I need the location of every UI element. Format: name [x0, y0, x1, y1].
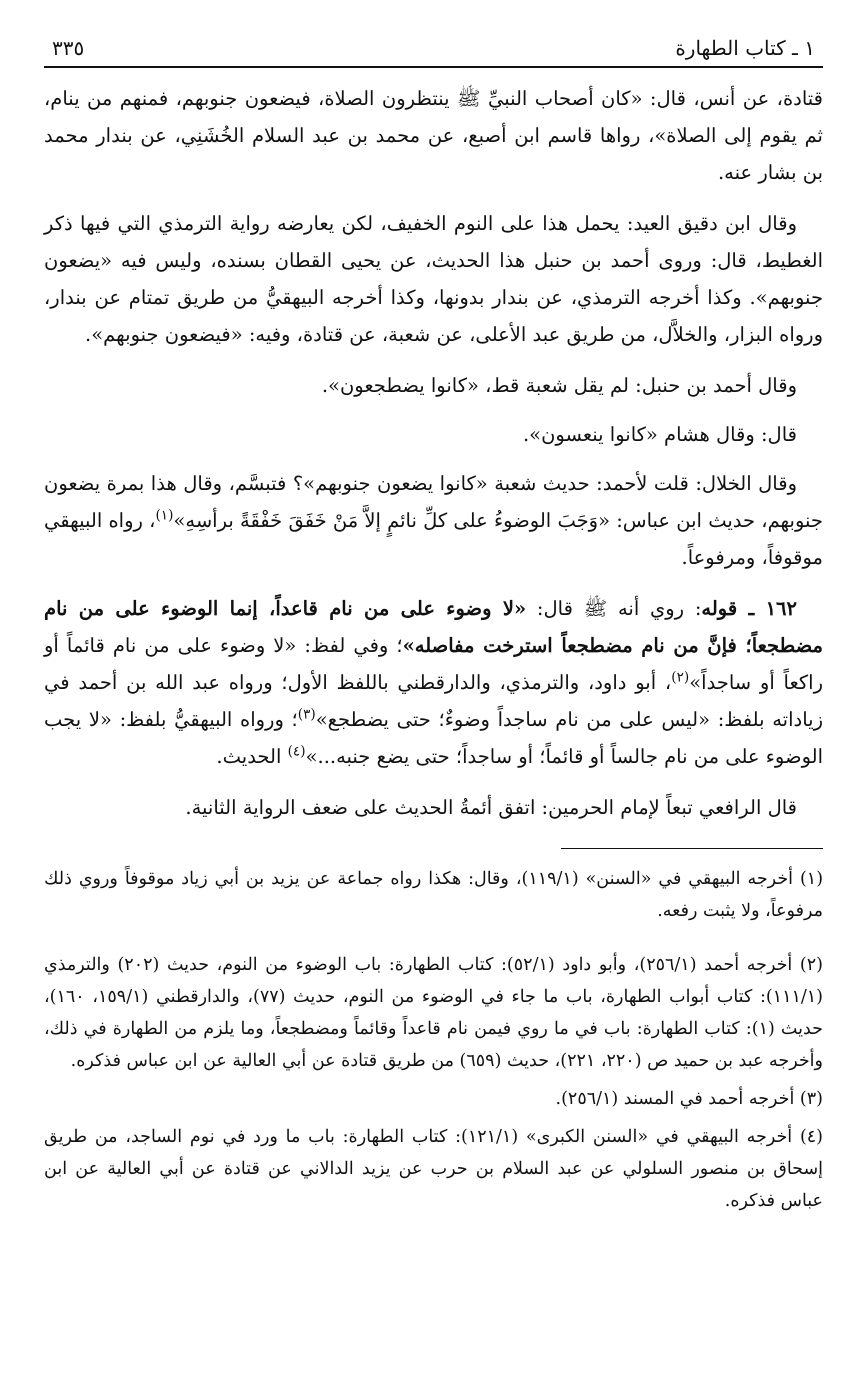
footnote-marker-3: (٣) [297, 706, 316, 723]
footnote-4: (٤) أخرجه البيهقي في «السنن الكبرى» (١٢١/١): كتاب الطهارة: باب ما ورد في نوم الساجد، من طريق إسحاق بن منصور السلولي عن عبد السلام بن حرب عن يزيد الدالاني عن قتادة عن أبي العالية عن ابن عباس فذكره. [44, 1127, 823, 1211]
paragraph-5-tail: ، رواه البيهقي موقوفاً، ومرفوعاً. [44, 509, 823, 569]
paragraph-6-text-b: ؛ وفي لفظ: «لا وضوء على من نام قائماً أو راكعاً أو ساجداً» [44, 634, 823, 694]
paragraph-6-text-d: ؛ ورواه البيهقيُّ بلفظ: «لا يجب الوضوء على من نام جالساً أو قائماً؛ أو ساجداً؛ حتى يضع جنبه...» [44, 708, 823, 768]
paragraph-1: قتادة، عن أنس، قال: «كان أصحاب النبيِّ ﷺ ينتظرون الصلاة، فيضعون جنوبهم، فمنهم من ينام، ثم يقوم إلى الصلاة»، رواها قاسم ابن أصبع، عن محمد بن عبد السلام الخُشَنِي، عن بندار محمد بن بشار عنه. [44, 87, 823, 184]
paragraph-6-text: : روي أنه ﷺ قال: [526, 597, 702, 620]
paragraph-2: وقال ابن دقيق العيد: يحمل هذا على النوم الخفيف، لكن يعارضه رواية الترمذي التي فيها ذكر الغطيط، قال: وروى أحمد بن حنبل هذا الحديث، عن يحيى القطان بسنده، وليس فيه «يضعون جنوبهم». وكذا أخرجه الترمذي، عن بندار بدونها، وكذا أخرجه البيهقيُّ من طريق تمتام عن بندار، ورواه البزار، والخلاَّل، من طريق عبد الأعلى، عن شعبة، عن قتادة، وفيه: «فيضعون جنوبهم». [44, 212, 823, 346]
footnote-marker-1: (١) [155, 507, 174, 524]
paragraph-5-text: وقال الخلال: قلت لأحمد: حديث شعبة «كانوا يضعون جنوبهم»؟ فتبسَّم، وقال هذا بمرة يضعون جنوبهم، حديث ابن عباس: «وَجَبَ الوضوءُ على كلِّ نائمٍ إلاَّ مَنْ خَفَقَ خَفْقَةً برأسِهِ» [44, 472, 823, 532]
hadith-quote: «لا وضوء على من نام قاعداً، إنما الوضوء على من نام مضطجعاً؛ فإنَّ من نام مضطجعاً استرخت مفاصله» [44, 597, 823, 657]
paragraph-6-text-e: الحديث. [216, 745, 288, 768]
paragraph-6-text-c: ، أبو داود، والترمذي، والدارقطني باللفظ الأول؛ ورواه عبد الله بن أحمد في زياداته بلفظ: «ليس على من نام ساجداً وضوءٌ؛ حتى يضطجع» [44, 671, 823, 731]
paragraph-4: قال: وقال هشام «كانوا ينعسون». [522, 423, 797, 446]
paragraph-7: قال الرافعي تبعاً لإمام الحرمين: اتفق أئمةُ الحديث على ضعف الرواية الثانية. [185, 796, 797, 819]
footnotes [44, 863, 823, 1217]
footnote-marker-2: (٢) [671, 669, 690, 686]
footnote-2: (٢) أخرجه أحمد (٢٥٦/١)، وأبو داود (٥٢/١): كتاب الطهارة: باب الوضوء من النوم، حديث (٢٠٢) والترمذي (١١١/١): كتاب أبواب الطهارة، باب ما جاء في الوضوء من النوم، حديث (٧٧)، والدارقطني (١٥٩/١، ١٦٠)، حديث (١): كتاب الطهارة: باب في ما روي فيمن نام قاعداً وقائماً ومضطجعاً، وما يلزم من الطهارة في ذلك، وأخرجه عبد بن حميد ص (٢٢٠، ٢٢١)، حديث (٦٥٩) من طريق قتادة عن أبي العالية عن ابن عباس فذكره. [44, 955, 823, 1071]
page-number: ٣٣٥ [52, 36, 85, 60]
footnote-separator [561, 848, 823, 849]
footnote-3: (٣) أخرجه أحمد في المسند (٢٥٦/١). [555, 1089, 823, 1109]
main-text [44, 80, 823, 826]
paragraph-3: وقال أحمد بن حنبل: لم يقل شعبة قط، «كانوا يضطجعون». [321, 374, 797, 397]
chapter-title: ١ ـ كتاب الطهارة [675, 36, 815, 60]
footnote-1: (١) أخرجه البيهقي في «السنن» (١١٩/١)، وقال: هكذا رواه جماعة عن يزيد بن أبي زياد موقوفاً وروي ذلك مرفوعاً، ولا يثبت رفعه. [44, 869, 824, 921]
paragraph-5 [44, 465, 823, 576]
running-header [44, 30, 823, 68]
paragraph-6 [44, 590, 823, 775]
footnote-marker-4: (٤) [287, 743, 306, 760]
entry-number: ١٦٢ ـ قوله [701, 597, 797, 620]
